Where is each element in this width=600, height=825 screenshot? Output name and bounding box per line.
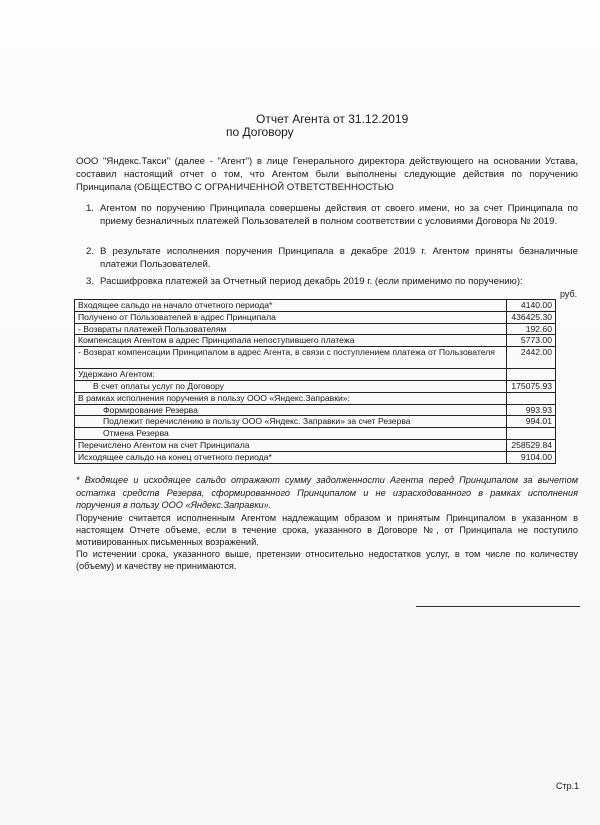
- report-subtitle: по Договору: [226, 125, 294, 139]
- table-row: [75, 392, 556, 404]
- list-item-number: 2.: [86, 246, 95, 257]
- row-value: 258529.84: [507, 439, 556, 451]
- table-row: [75, 335, 556, 347]
- row-value: 994.01: [507, 416, 556, 428]
- row-value: 436425.30: [507, 311, 556, 323]
- row-label: Компенсация Агентом в адрес Принципала непоступившего платежа: [75, 335, 507, 347]
- currency-label: руб.: [560, 289, 578, 299]
- table-row: [75, 323, 556, 335]
- list-item: [86, 203, 578, 228]
- row-value: 993.93: [507, 404, 556, 416]
- table-row: [75, 300, 556, 312]
- row-value: [507, 392, 556, 404]
- list-item: [86, 276, 578, 289]
- row-label: Подлежит перечислению в пользу ООО «Яндекс. Заправки» за счет Резерва: [75, 416, 507, 428]
- row-value: [507, 428, 556, 440]
- list-item: [86, 246, 578, 271]
- table-row: [75, 311, 556, 323]
- table-row: [75, 369, 556, 381]
- row-value: 9104.00: [507, 451, 556, 463]
- row-label: Перечислено Агентом на счет Принципала: [75, 439, 507, 451]
- table-row: [75, 416, 556, 428]
- row-label: Получено от Пользователей в адрес Принципала: [75, 311, 507, 323]
- table-row: [75, 380, 556, 392]
- row-label: В счет оплаты услуг по Договору: [75, 380, 507, 392]
- closing-paragraph: По истечении срока, указанного выше, претензии относительно недостатков услуг, в том числе по количеству (объему) и качеству не принимаются.: [76, 549, 578, 571]
- page-number: Стр.1: [556, 781, 580, 791]
- list-item-number: 3.: [86, 276, 95, 287]
- intro-paragraph: ООО "Яндекс.Такси" (далее - "Агент") в лице Генерального директора действующего на основании Устава, составил настоящий отчет о том, что Агентом были выполнены следующие действия по поручению Принципала (ОБЩЕСТВО С ОГРАНИЧЕННОЙ ОТВЕТСТВЕННОСТЬЮ: [76, 156, 578, 193]
- list-item-text: Расшифровка платежей за Отчетный период декабрь 2019 г. (если применимо по поручению):: [100, 276, 523, 287]
- closing-text: [76, 512, 578, 572]
- row-label: - Возврат компенсации Принципалом в адрес Агента, в связи с поступлением платежа от Пользователя: [75, 347, 507, 369]
- row-label: - Возвраты платежей Пользователям: [75, 323, 507, 335]
- row-label: Входящее сальдо на начало отчетного периода*: [75, 300, 507, 312]
- payments-table: [74, 299, 556, 464]
- table-row: [75, 428, 556, 440]
- row-label: Удержано Агентом:: [75, 369, 507, 381]
- list-item-text: Агентом по поручению Принципала совершены действия от своего имени, но за счет Принципала по приему безналичных платежей Пользователей в полном соответствии с условиями Договора № 2019.: [100, 203, 578, 227]
- row-value: 4140.00: [507, 300, 556, 312]
- row-label: Отмена Резерва: [75, 428, 507, 440]
- signature-line: [416, 606, 580, 607]
- row-value: [507, 369, 556, 381]
- row-value: 2442.00: [507, 347, 556, 369]
- row-value: 5773.00: [507, 335, 556, 347]
- row-value: 175075.93: [507, 380, 556, 392]
- table-row: [75, 347, 556, 369]
- row-value: 192.60: [507, 323, 556, 335]
- row-label: Формирование Резерва: [75, 404, 507, 416]
- row-label: Исходящее сальдо на конец отчетного периода*: [75, 451, 507, 463]
- list-item-text: В результате исполнения поручения Принципала в декабре 2019 г. Агентом приняты безналичные платежи Пользователей.: [100, 246, 578, 270]
- table-row: [75, 451, 556, 463]
- row-label: В рамках исполнения поручения в пользу ООО «Яндекс.Заправки»:: [75, 392, 507, 404]
- table-row: [75, 439, 556, 451]
- report-title: Отчет Агента от 31.12.2019: [256, 112, 409, 126]
- closing-paragraph: Поручение считается исполненным Агентом надлежащим образом и принятым Принципалом в указанном в настоящем Отчете объеме, если в течение срока, указанного в Договоре №, от Принципала не поступило мотивированных письменных возражений.: [76, 513, 578, 547]
- list-item-number: 1.: [86, 203, 95, 214]
- table-row: [75, 404, 556, 416]
- footnote: * Входящее и исходящее сальдо отражают сумму задолженности Агента перед Принципалом за вычетом остатка средств Резерва, сформированного Принципалом и не израсходованного в рамках исполнения поручения в пользу ООО «Яндекс.Заправки».: [76, 475, 578, 510]
